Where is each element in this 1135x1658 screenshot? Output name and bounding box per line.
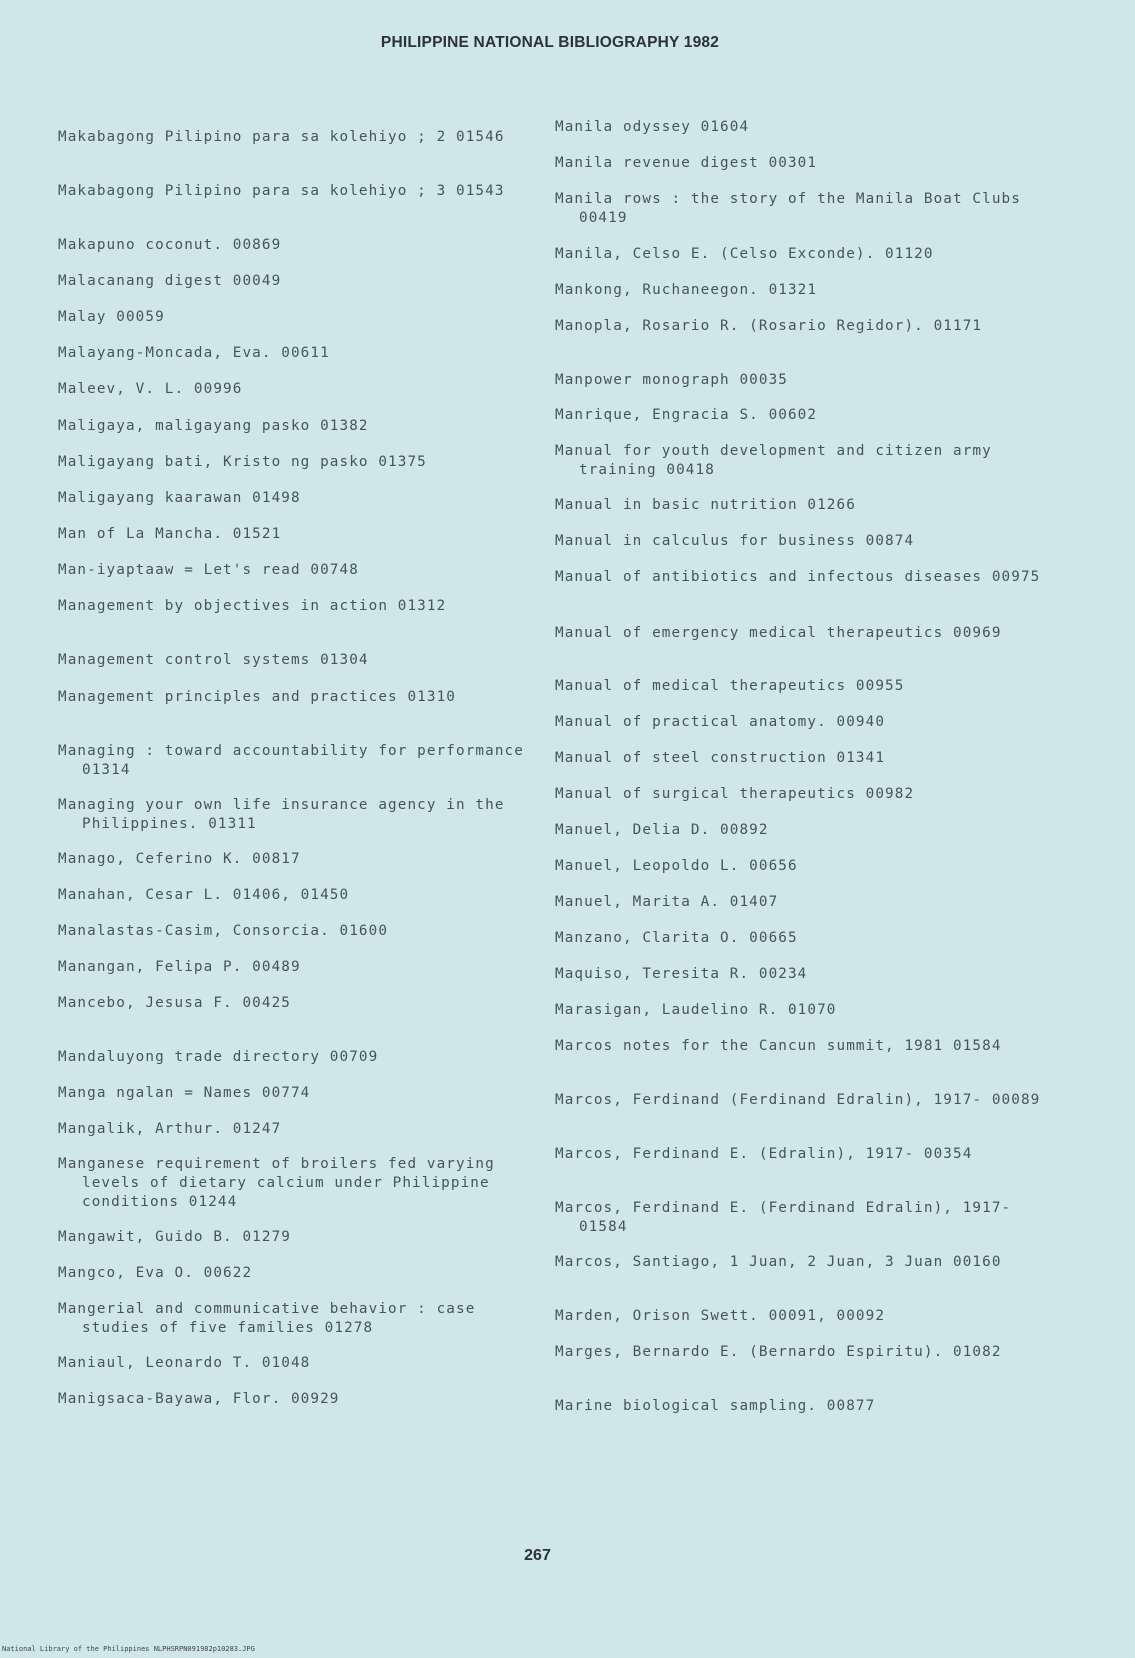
index-entry: Manila revenue digest 00301	[555, 155, 818, 171]
index-entry: Marden, Orison Swett. 00091, 00092	[555, 1308, 886, 1324]
index-entry: Manual of practical anatomy. 00940	[555, 714, 886, 730]
index-entry: Manual of surgical therapeutics 00982	[555, 786, 915, 802]
index-entry: Malayang-Moncada, Eva. 00611	[58, 345, 330, 361]
index-entry: Maniaul, Leonardo T. 01048	[58, 1355, 311, 1371]
index-entry: Management by objectives in action 01312	[58, 598, 447, 614]
index-entry: Makabagong Pilipino para sa kolehiyo ; 3 01543	[58, 183, 505, 199]
index-entry: Manago, Ceferino K. 00817	[58, 851, 301, 867]
index-entry: Mangalik, Arthur. 01247	[58, 1121, 282, 1137]
index-entry: Manuel, Leopoldo L. 00656	[555, 858, 798, 874]
index-entry: Manahan, Cesar L. 01406, 01450	[58, 887, 350, 903]
index-entry: Marasigan, Laudelino R. 01070	[555, 1002, 837, 1018]
index-entry: Marcos, Santiago, 1 Juan, 2 Juan, 3 Juan 00160	[555, 1254, 1002, 1270]
index-entry: Marine biological sampling. 00877	[555, 1398, 876, 1414]
index-entry: Manalastas-Casim, Consorcia. 01600	[58, 923, 389, 939]
index-entry: Manila, Celso E. (Celso Exconde). 01120	[555, 246, 934, 262]
index-entry: Makabagong Pilipino para sa kolehiyo ; 2 01546	[58, 129, 505, 145]
index-entry: Manganese requirement of broilers fed varying levels of dietary calcium under Philippine conditions 01244	[58, 1156, 495, 1210]
page-number: 267	[524, 1547, 551, 1564]
index-entry: Manga ngalan = Names 00774	[58, 1085, 311, 1101]
index-entry: Marcos, Ferdinand (Ferdinand Edralin), 1917- 00089	[555, 1092, 1041, 1108]
index-entry: Manangan, Felipa P. 00489	[58, 959, 301, 975]
index-entry: Malacanang digest 00049	[58, 273, 282, 289]
index-entry: Manuel, Marita A. 01407	[555, 894, 779, 910]
index-entry: Malay 00059	[58, 309, 165, 325]
index-entry: Manila odyssey 01604	[555, 119, 750, 135]
index-entry: Mangawit, Guido B. 01279	[58, 1229, 291, 1245]
index-entry: Mankong, Ruchaneegon. 01321	[555, 282, 818, 298]
index-entry: Manuel, Delia D. 00892	[555, 822, 769, 838]
index-entry: Mangco, Eva O. 00622	[58, 1265, 253, 1281]
index-entry: Marges, Bernardo E. (Bernardo Espiritu). 01082	[555, 1344, 1002, 1360]
index-entry: Marcos notes for the Cancun summit, 1981 01584	[555, 1038, 1002, 1054]
index-entry: Mancebo, Jesusa F. 00425	[58, 995, 291, 1011]
index-entry: Manual in calculus for business 00874	[555, 533, 915, 549]
index-entry: Manual in basic nutrition 01266	[555, 497, 856, 513]
index-entry: Manpower monograph 00035	[555, 372, 788, 388]
index-entry: Mangerial and communicative behavior : case studies of five families 01278	[58, 1301, 476, 1336]
index-entry: Marcos, Ferdinand E. (Ferdinand Edralin), 1917- 01584	[555, 1200, 1012, 1235]
index-entry: Manila rows : the story of the Manila Boat Clubs 00419	[555, 191, 1021, 226]
scan-footer: National Library of the Philippines NLPHSRPN091982p10283.JPG	[2, 1645, 255, 1653]
index-entry: Maleev, V. L. 00996	[58, 381, 243, 397]
index-entry: Manual of steel construction 01341	[555, 750, 886, 766]
index-entry: Manual of emergency medical therapeutics 00969	[555, 625, 1002, 641]
index-entry: Maquiso, Teresita R. 00234	[555, 966, 808, 982]
index-entry: Manual of antibiotics and infectous diseases 00975	[555, 569, 1041, 585]
index-entry: Management control systems 01304	[58, 652, 369, 668]
index-entry: Manual of medical therapeutics 00955	[555, 678, 905, 694]
page-title: PHILIPPINE NATIONAL BIBLIOGRAPHY 1982	[380, 34, 720, 51]
index-entry: Marcos, Ferdinand E. (Edralin), 1917- 00354	[555, 1146, 973, 1162]
index-entry: Managing your own life insurance agency in the Philippines. 01311	[58, 797, 505, 832]
index-entry: Mandaluyong trade directory 00709	[58, 1049, 379, 1065]
index-entry: Maligayang kaarawan 01498	[58, 490, 301, 506]
index-entry: Managing : toward accountability for performance 01314	[58, 743, 524, 778]
index-entry: Manrique, Engracia S. 00602	[555, 407, 818, 423]
index-entry: Maligayang bati, Kristo ng pasko 01375	[58, 454, 427, 470]
index-entry: Manigsaca-Bayawa, Flor. 00929	[58, 1391, 340, 1407]
index-entry: Manzano, Clarita O. 00665	[555, 930, 798, 946]
index-entry: Maligaya, maligayang pasko 01382	[58, 418, 369, 434]
index-entry: Man-iyaptaaw = Let's read 00748	[58, 562, 359, 578]
index-entry: Makapuno coconut. 00869	[58, 237, 282, 253]
index-entry: Manopla, Rosario R. (Rosario Regidor). 01171	[555, 318, 983, 334]
index-entry: Manual for youth development and citizen army training 00418	[555, 443, 992, 478]
index-entry: Management principles and practices 01310	[58, 689, 457, 705]
index-entry: Man of La Mancha. 01521	[58, 526, 282, 542]
